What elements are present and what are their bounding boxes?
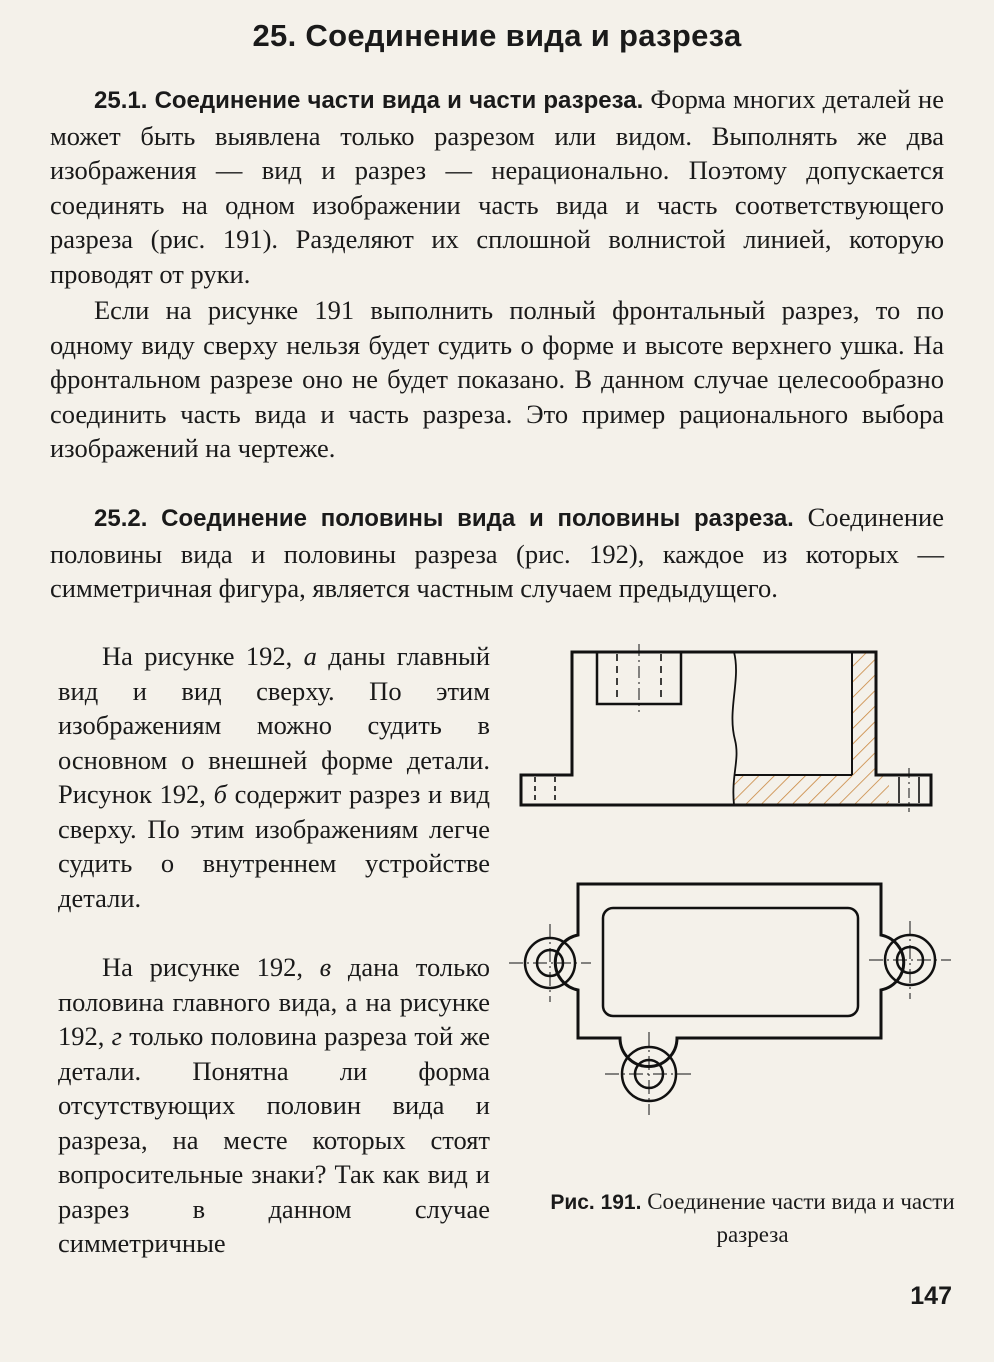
figure-letter: б — [213, 779, 227, 809]
paragraph-2 — [50, 293, 944, 466]
subsection-25-1 — [50, 82, 944, 291]
figure-191-drawing — [505, 640, 955, 1120]
paragraph-text: Соединение половины вида и половины разреза (рис. 192), каждое из которых — симметричная фигура, является частным случаем предыдущего. — [50, 502, 944, 603]
figure-letter: г — [111, 1021, 122, 1051]
front-view-part-section — [521, 644, 931, 812]
text-run: На рисунке 192, — [102, 952, 320, 982]
text-run: дана только половина главного вида, а на рисунке 192, — [58, 952, 490, 1051]
figure-caption-text: Соединение части вида и части разреза — [641, 1189, 955, 1247]
text-run: содержит разрез и вид сверху. По этим изображениям легче судить о внутреннем устройстве детали. — [58, 779, 490, 913]
top-view — [509, 884, 951, 1115]
inner-cavity — [603, 908, 858, 1016]
section-title: 25. Соединение вида и разреза — [252, 18, 742, 53]
subsection-25-2 — [50, 500, 944, 606]
paragraph-text: Форма многих деталей не может быть выявлена только разрезом или видом. Выполнять же два изображения — вид и разрез — нерационально. Поэтому допускается соединять на одном изображении часть вида и часть соответствующего разреза (рис. 191). Разделяют их сплошной волнистой линией, которую проводят от руки. — [50, 84, 944, 289]
figure-label: Рис. 191. — [550, 1191, 642, 1214]
subsection-heading: 25.1. Соединение части вида и части разреза. — [94, 87, 644, 114]
figure-letter: а — [303, 641, 317, 671]
paragraph-5 — [58, 950, 490, 1261]
subsection-heading: 25.2. Соединение половины вида и половины разреза. — [94, 505, 794, 532]
page-number: 147 — [910, 1282, 952, 1310]
section-hatch — [734, 652, 889, 805]
figure-letter: в — [319, 952, 332, 982]
figure-caption — [530, 1186, 975, 1251]
paragraph-text: Если на рисунке 191 выполнить полный фронтальный разрез, то по одному виду сверху нельзя будет судить о форме и высоте верхнего ушка. На фронтальном разрезе оно не будет показано. В данном случае целесообразно соединить часть вида и часть разреза. Это пример рационального выбора изображений на чертеже. — [50, 295, 944, 463]
top-view-outline — [555, 884, 903, 1067]
text-run: даны главный вид и вид сверху. По этим изображениям можно судить в основном о внешней форме детали. Рисунок 192, — [58, 641, 490, 809]
text-run: На рисунке 192, — [102, 641, 304, 671]
paragraph-4 — [58, 639, 490, 915]
text-run: только половина разреза той же детали. Понятна ли форма отсутствующих половин вида и разреза, на месте которых стоят вопросительные знаки? Так как вид и разрез в данном случае симметричные — [58, 1021, 490, 1258]
